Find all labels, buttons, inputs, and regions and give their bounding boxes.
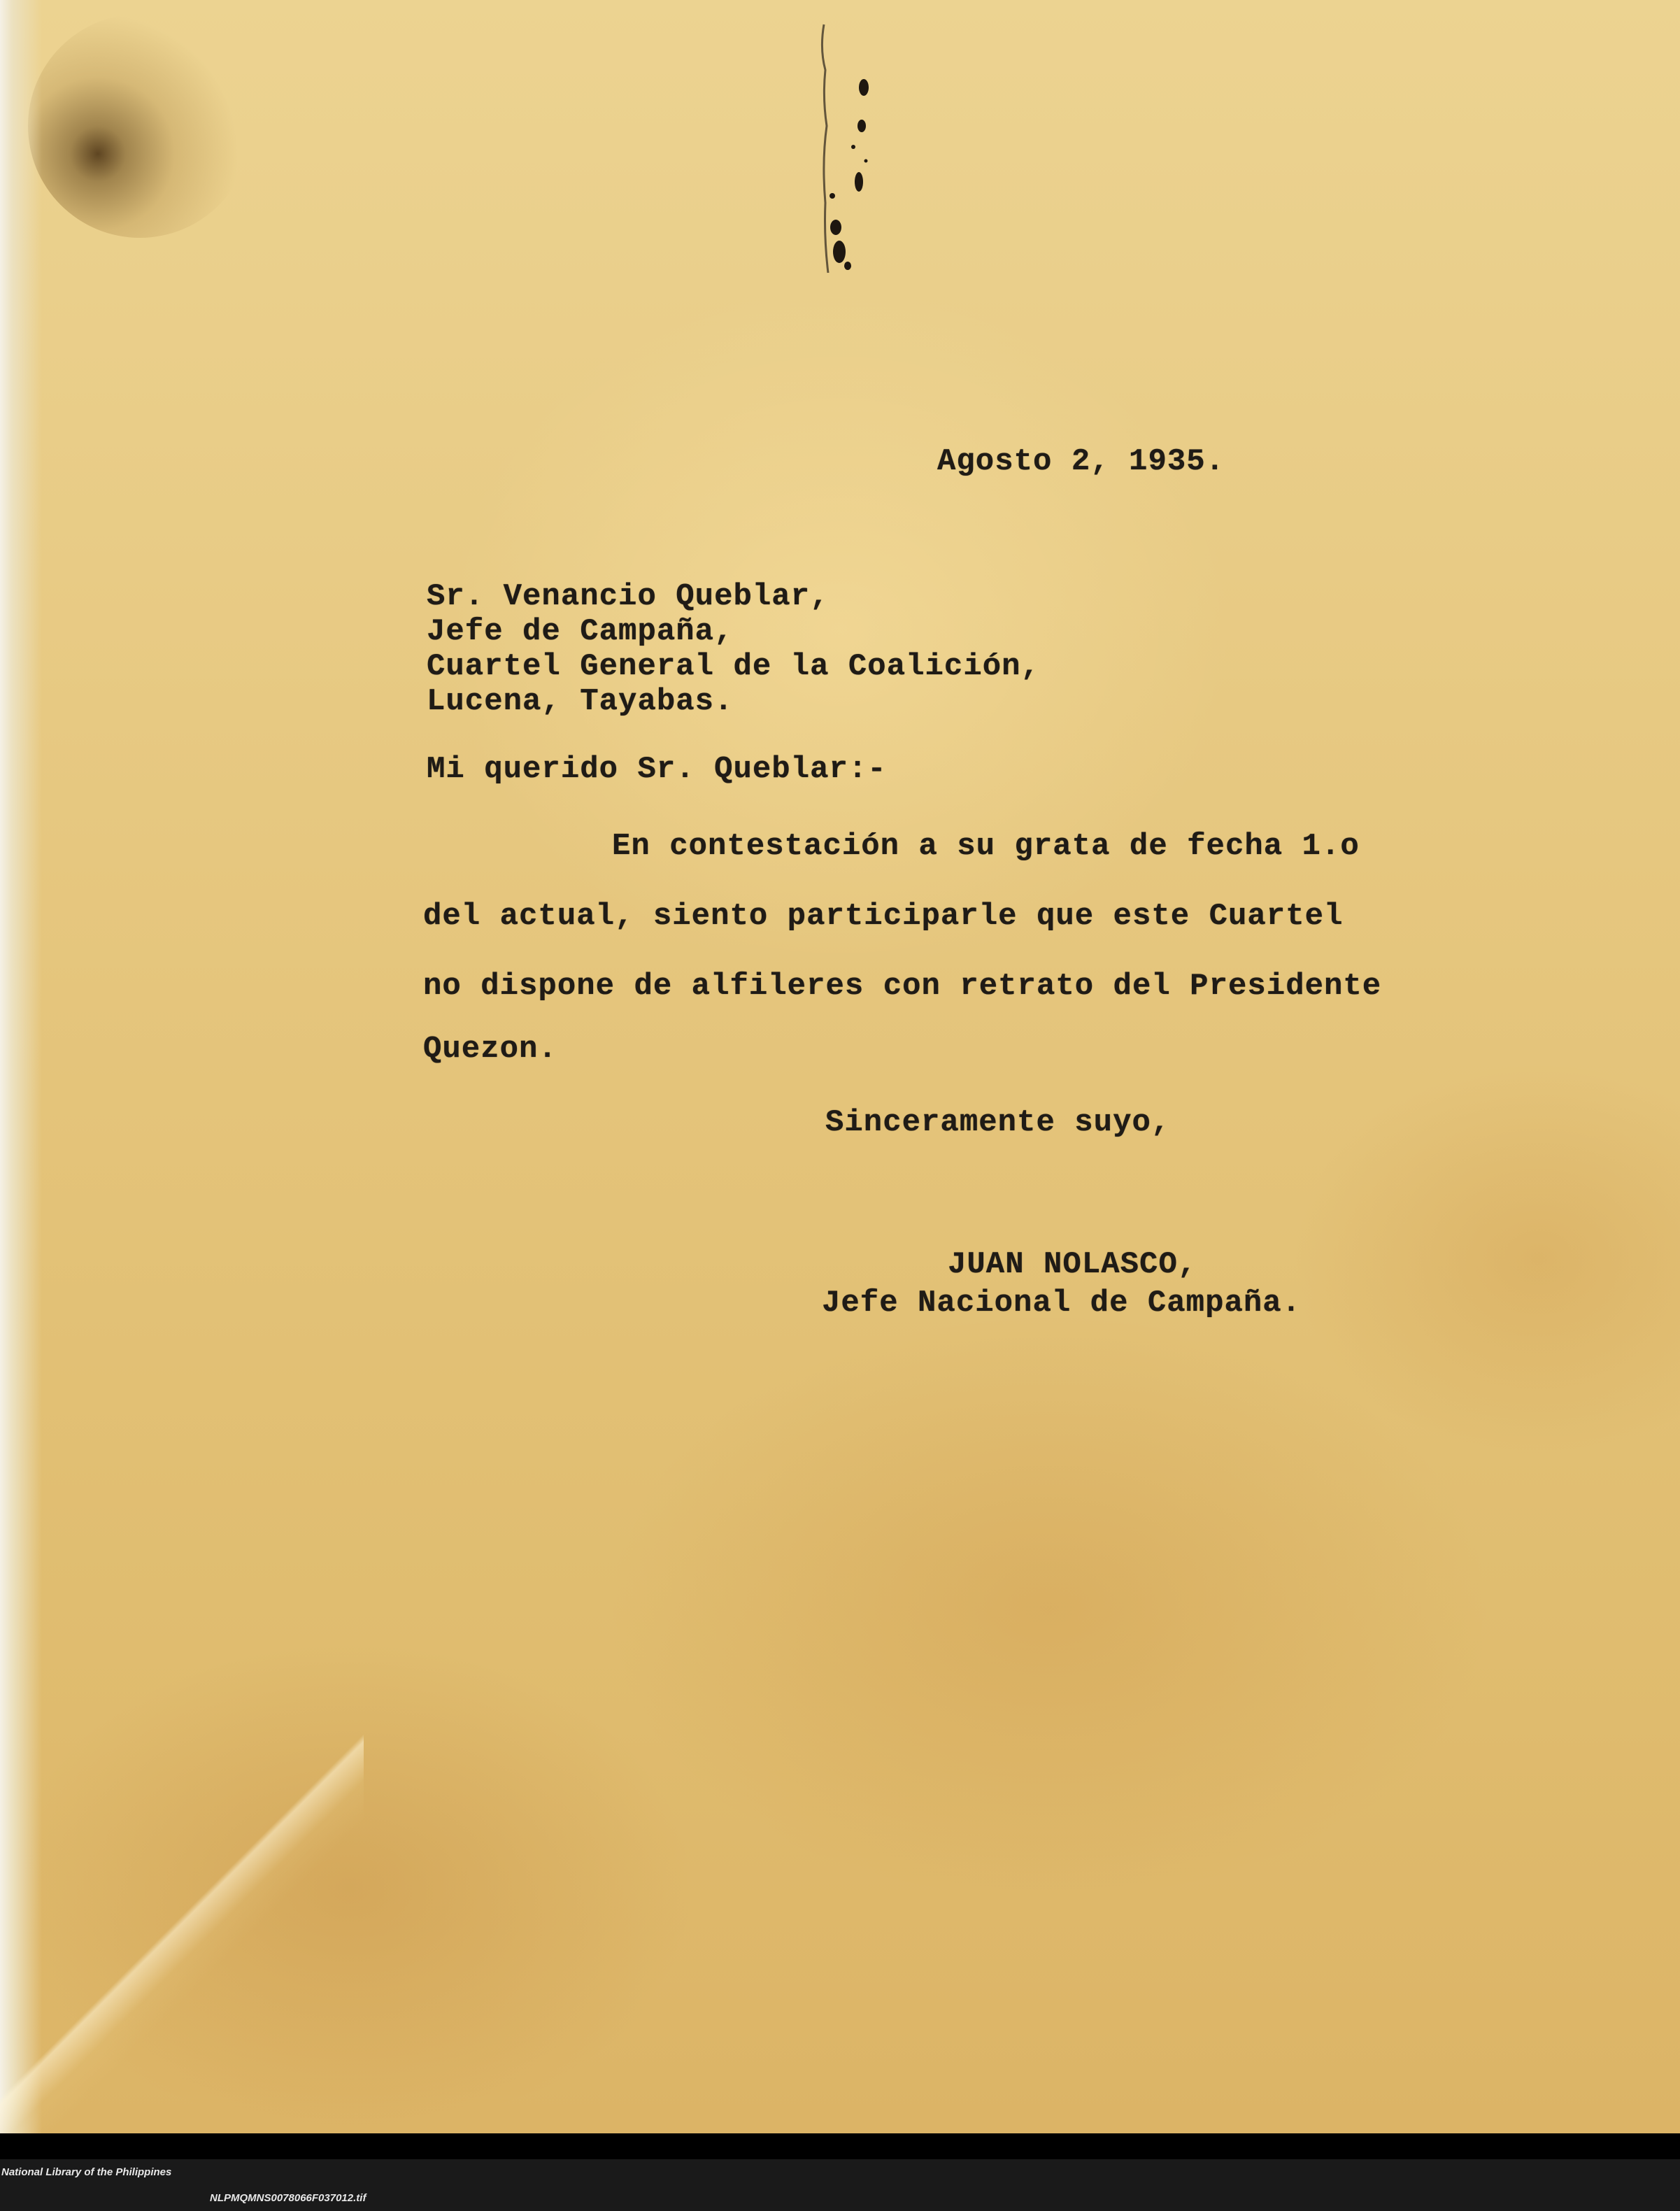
recipient-title: Jefe de Campaña, xyxy=(427,614,734,649)
footer-filename: NLPMQMNS0078066F037012.tif xyxy=(210,2192,366,2204)
recipient-office: Cuartel General de la Coalición, xyxy=(427,649,1040,684)
signer-title: Jefe Nacional de Campaña. xyxy=(822,1286,1302,1321)
salutation: Mi querido Sr. Queblar:- xyxy=(427,752,887,787)
recipient-location: Lucena, Tayabas. xyxy=(427,684,734,719)
archive-footer xyxy=(0,2133,1680,2204)
body-line: Quezon. xyxy=(423,1032,557,1067)
letter-date: Agosto 2, 1935. xyxy=(937,444,1225,479)
body-line: no dispone de alfileres con retrato del Presidente xyxy=(423,969,1382,1004)
footer-library-name: National Library of the Philippines xyxy=(1,2166,172,2178)
body-line: del actual, siento participarle que este Cuartel xyxy=(423,899,1344,934)
signer-name: JUAN NOLASCO, xyxy=(948,1247,1197,1282)
ink-spots xyxy=(783,21,888,287)
body-line: En contestación a su grata de fecha 1.o xyxy=(612,829,1360,864)
closing: Sinceramente suyo, xyxy=(825,1105,1171,1140)
recipient-name: Sr. Venancio Queblar, xyxy=(427,579,830,614)
paper-torn-edge xyxy=(0,0,42,2133)
